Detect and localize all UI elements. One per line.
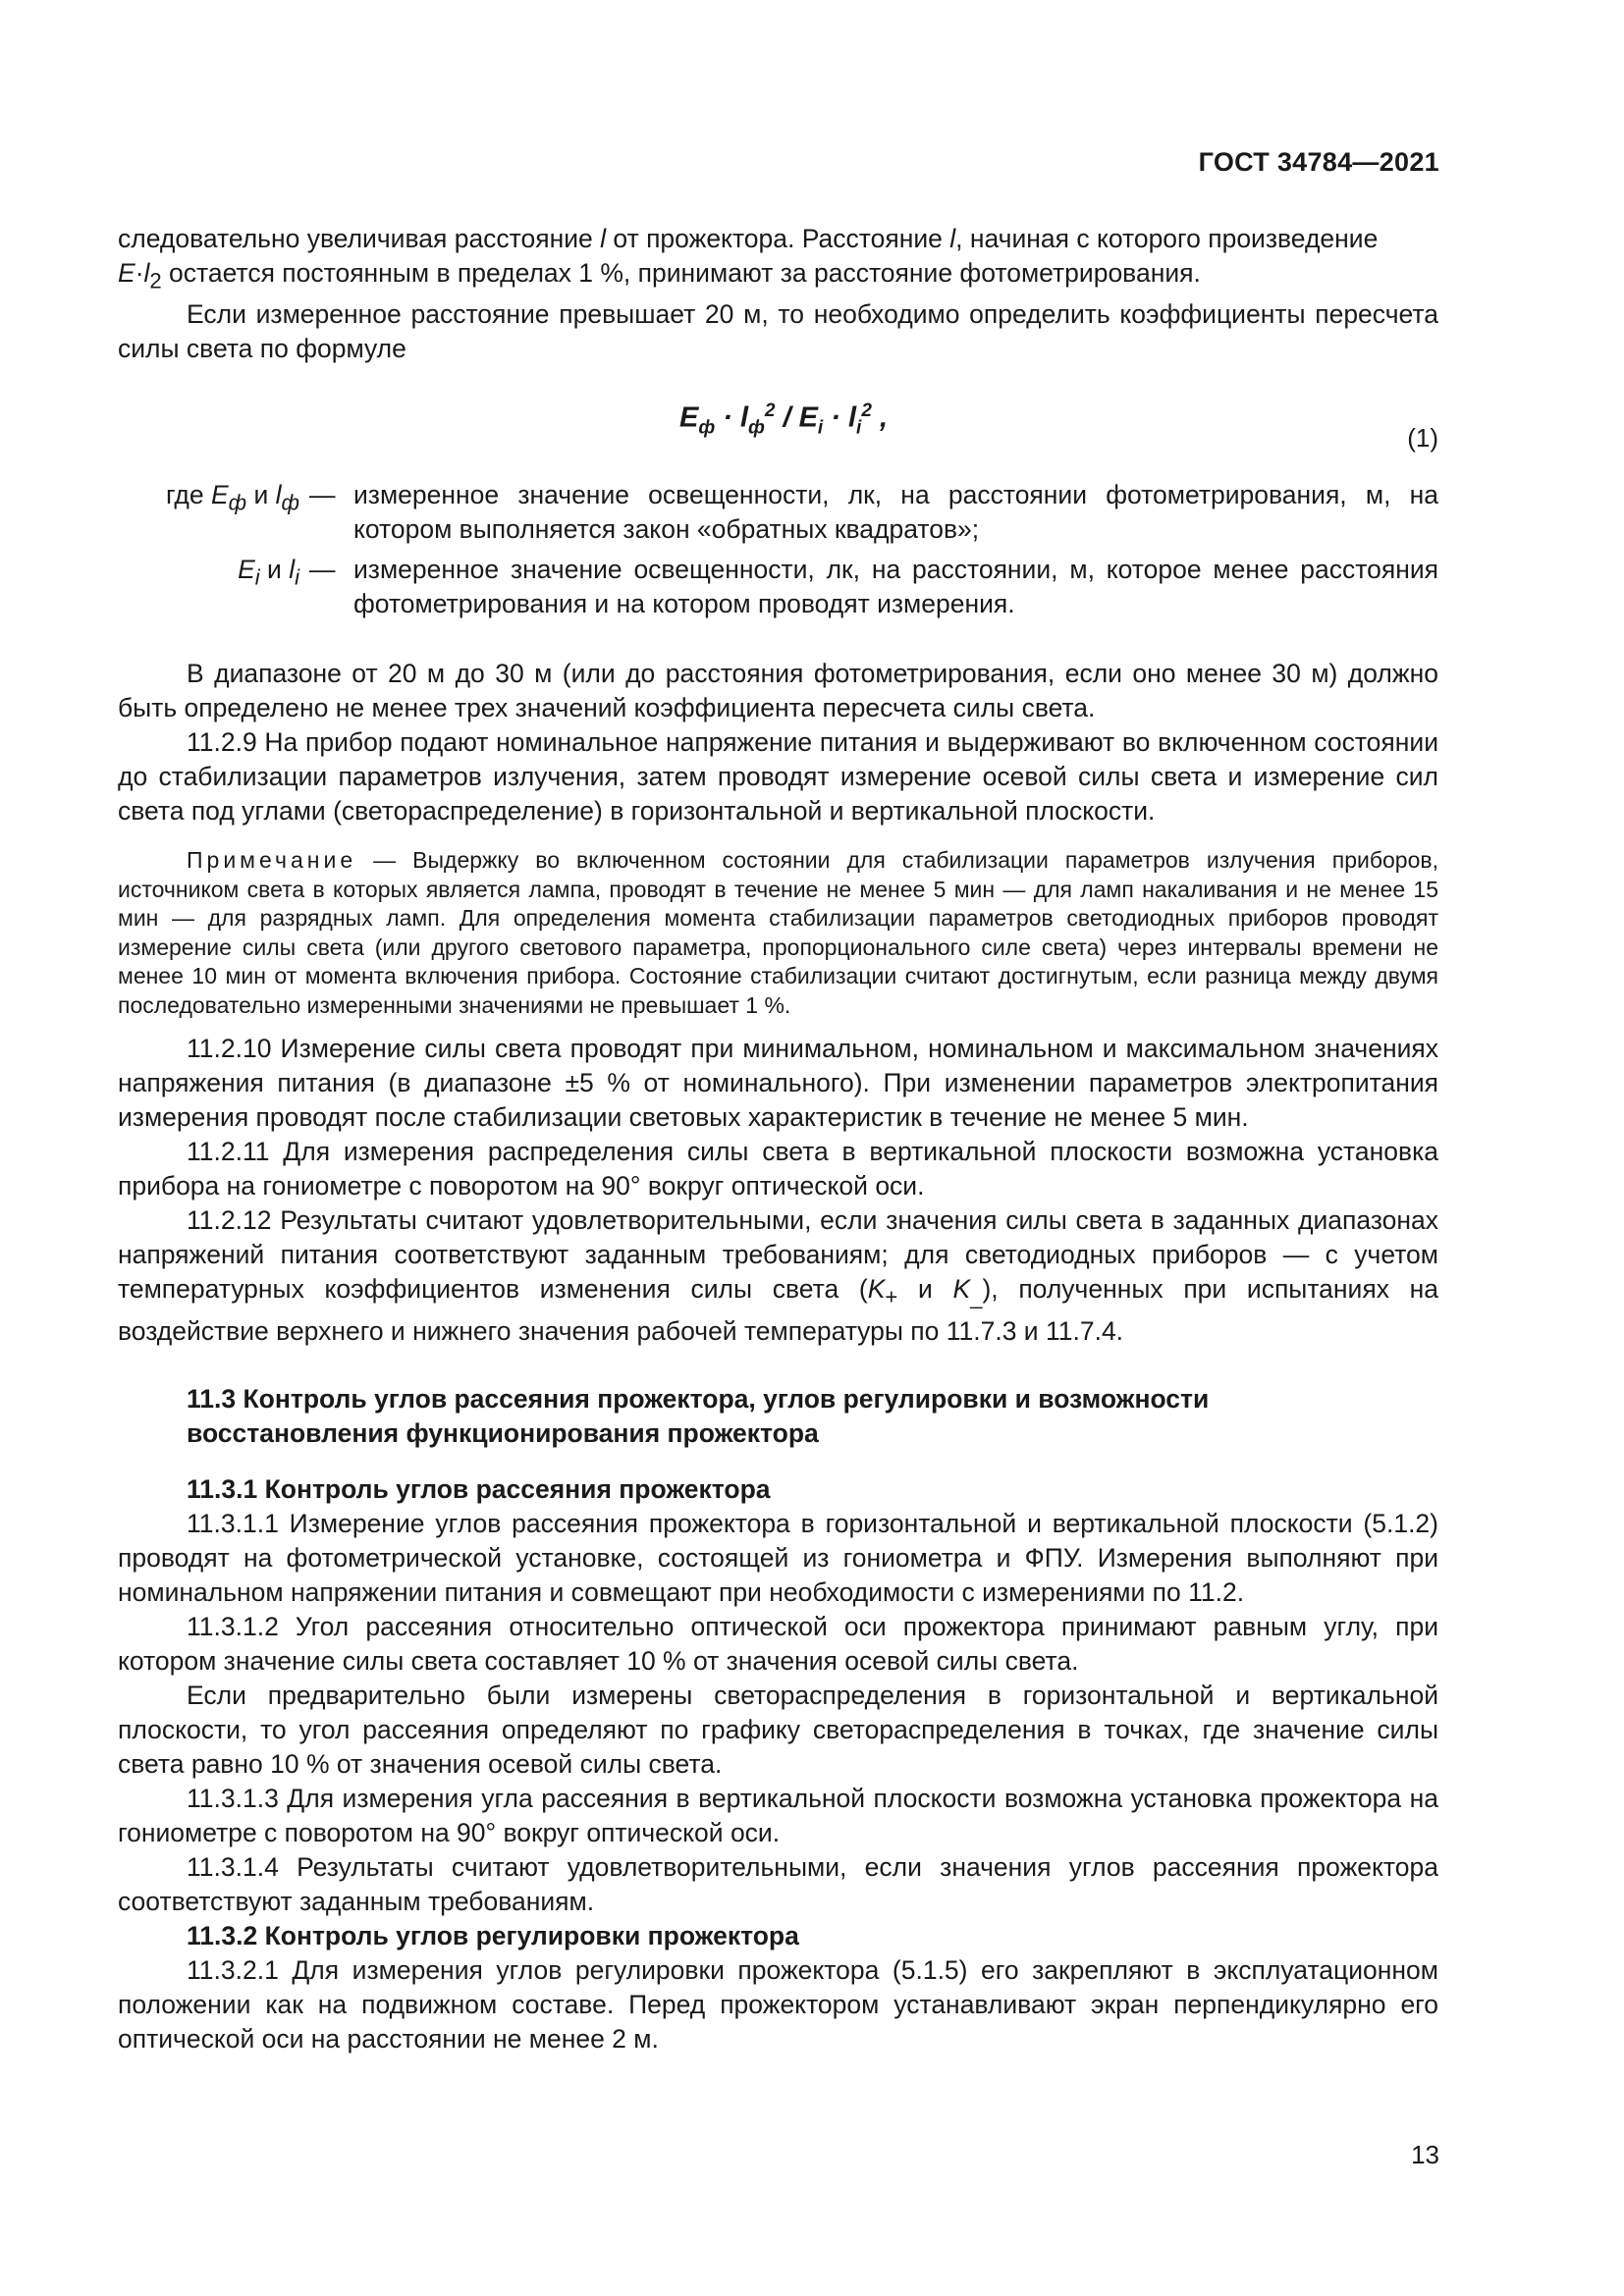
formula-block xyxy=(118,372,1438,460)
paragraph: Если предварительно были измерены светораспределения в горизонтальной и вертикальной плоскости, то угол рассеяния определяют по графику светораспределения в точках, где значение силы света равно 10 % от значения осевой силы света. xyxy=(118,1680,1438,1779)
paragraph-11-2-11: 11.2.11 Для измерения распределения силы света в вертикальной плоскости возможна установка прибора на гониометре с поворотом на 90° вокруг оптической оси. xyxy=(118,1137,1438,1201)
formula-term: E xyxy=(798,401,818,434)
formula-sub: ф xyxy=(748,417,765,439)
subsection-heading-11-3-2: 11.3.2 Контроль углов регулировки прожектора xyxy=(187,1920,799,1950)
paragraph: В диапазоне от 20 м до 30 м (или до расстояния фотометрирования, если оно менее 30 м) должно быть определено не менее трех значений коэффициента пересчета силы света. xyxy=(118,659,1438,723)
symbol-l: l xyxy=(143,258,150,288)
legend-symbol: E xyxy=(210,480,229,510)
legend-description: измеренное значение освещенности, лк, на расстоянии фотометрирования, м, на котором выполняется закон «обратных квадратов»; xyxy=(353,480,1438,545)
legend-symbol: l xyxy=(289,555,296,585)
legend-symbol: E xyxy=(238,555,255,585)
heading-line: восстановления функционирования прожектора xyxy=(187,1417,819,1448)
legend-row xyxy=(118,478,1438,547)
formula-term: l xyxy=(739,401,748,434)
legend-dash: — xyxy=(309,480,336,510)
text-run: от прожектора. Расстояние xyxy=(606,224,950,253)
legend-and: и xyxy=(259,555,290,585)
symbol-l: l xyxy=(600,224,607,253)
formula-sub: i xyxy=(817,417,824,439)
paragraph-11-2-10: 11.2.10 Измерение силы света проводят при минимальном, номинальном и максимальном значениях напряжения питания (в диапазоне ±5 % от номинального). При изменении параметров электропитания измерения проводят после стабилизации световых характеристик в течение не менее 5 мин. xyxy=(118,1034,1438,1133)
legend-symbols xyxy=(118,478,309,519)
legend-sub: ф xyxy=(228,490,247,515)
document-body xyxy=(118,222,1438,2056)
subscript: + xyxy=(885,1284,898,1309)
text-run: 11.2.12 Результаты считают удовлетворительными, если значения силы света в заданных диапазонах напряжений питания соответствуют заданным требованиям; для светодиодных приборов — с учетом температурных коэффициентов изменения силы света ( xyxy=(118,1205,1438,1305)
subscript: 2 xyxy=(149,268,162,294)
text-run: , начиная с которого произведение xyxy=(955,224,1379,253)
formula-term: l xyxy=(847,401,857,434)
note-label: Примечание xyxy=(187,847,357,874)
symbol-l: l xyxy=(949,224,956,253)
note-block xyxy=(118,846,1438,1020)
formula-expression xyxy=(679,394,888,445)
legend-sub: ф xyxy=(281,490,299,515)
text-run: следовательно увеличивая расстояние xyxy=(118,224,601,253)
paragraph-11-3-1-1: 11.3.1.1 Измерение углов рассеяния прожектора в горизонтальной и вертикальной плоскости (5.1.2) проводят на фотометрической установке, состоящей из гониометра и ФПУ. Измерения выполняют при номинальном напряжении питания и совмещают при необходимости с измерениями по 11.2. xyxy=(118,1508,1438,1607)
legend-symbol: l xyxy=(275,480,282,510)
subscript: _ xyxy=(970,1284,983,1309)
formula-op: · xyxy=(823,401,848,434)
legend-prefix: где xyxy=(165,480,211,510)
page-number: 13 xyxy=(1411,2140,1439,2169)
legend-row xyxy=(118,553,1438,621)
formula-sup: 2 xyxy=(861,400,872,422)
paragraph-continuation xyxy=(118,222,1438,297)
formula-legend xyxy=(118,478,1438,621)
legend-description: измеренное значение освещенности, лк, на расстоянии, м, которое менее расстояния фотометрирования и на котором проводят измерения. xyxy=(353,555,1438,619)
text-run: остается постоянным в пределах 1 %, принимают за расстояние фотометрирования. xyxy=(161,258,1201,288)
symbol-e: E xyxy=(118,258,135,288)
symbol-dot: · xyxy=(135,258,144,288)
paragraph: Если измеренное расстояние превышает 20 м, то необходимо определить коэффициенты пересчета силы света по формуле xyxy=(118,299,1438,364)
symbol-k: K xyxy=(867,1274,886,1305)
formula-sup: 2 xyxy=(764,400,776,422)
text-run: и xyxy=(897,1274,953,1305)
paragraph-11-3-1-4: 11.3.1.4 Результаты считают удовлетворительными, если значения углов рассеяния прожектора соответствуют заданным требованиям. xyxy=(118,1851,1438,1916)
note-text: — Выдержку во включенном состоянии для стабилизации параметров излучения приборов, источником света в которых является лампа, проводят в течение не менее 5 мин — для ламп накаливания и не менее 15 мин — для разрядных ламп. Для определения момента стабилизации параметров светодиодных приборов проводят измерение силы света (или другого светового параметра, пропорционального силе света) через интервалы времени не менее 10 мин от момента включения прибора. Состояние стабилизации считают достигнутым, если разница между двумя последовательно измеренными значениями не превышает 1 %. xyxy=(118,847,1438,1018)
formula-op: / xyxy=(775,401,799,434)
formula-sub: i xyxy=(856,417,862,439)
legend-dash: — xyxy=(309,555,336,585)
paragraph-11-3-1-2: 11.3.1.2 Угол рассеяния относительно оптической оси прожектора принимают равным углу, при котором значение силы света составляет 10 % от значения осевой силы света. xyxy=(118,1611,1438,1676)
legend-sub: i xyxy=(295,564,299,590)
paragraph-11-3-1-3: 11.3.1.3 Для измерения угла рассеяния в вертикальной плоскости возможна установка прожектора на гониометре с поворотом на 90° вокруг оптической оси. xyxy=(118,1783,1438,1847)
formula-number: (1) xyxy=(1407,423,1438,454)
formula-sub: ф xyxy=(698,417,716,439)
paragraph-11-2-9: 11.2.9 На прибор подают номинальное напряжение питания и выдерживают во включенном состоянии до стабилизации параметров излучения, затем проводят измерение осевой силы света и измерение сил света под углами (светораспределение) в горизонтальной и вертикальной плоскости. xyxy=(118,727,1438,827)
symbol-k: K xyxy=(952,1274,971,1305)
section-heading-11-3 xyxy=(118,1382,1438,1451)
legend-symbols xyxy=(118,553,309,594)
document-code-header: ГОСТ 34784—2021 xyxy=(1198,147,1439,177)
paragraph-11-3-2-1: 11.3.2.1 Для измерения углов регулировки прожектора (5.1.5) его закрепляют в эксплуатационном положении как на подвижном составе. Перед прожектором устанавливают экран перпендикулярно его оптической оси на расстоянии не менее 2 м. xyxy=(118,1954,1438,2054)
text-run: ), полученных при испытаниях на воздействие верхнего и нижнего значения рабочей температуры по 11.7.3 и 11.7.4. xyxy=(118,1274,1439,1346)
formula-op: · xyxy=(715,401,740,434)
paragraph-11-2-12 xyxy=(118,1203,1438,1348)
legend-sub: i xyxy=(254,564,260,590)
heading-line: 11.3 Контроль углов рассеяния прожектора, углов регулировки и возможности xyxy=(187,1383,1210,1414)
formula-term: E xyxy=(679,401,699,434)
subsection-heading-11-3-1: 11.3.1 Контроль углов рассеяния прожектора xyxy=(187,1473,771,1504)
legend-and: и xyxy=(246,480,276,510)
formula-op: , xyxy=(871,401,889,434)
